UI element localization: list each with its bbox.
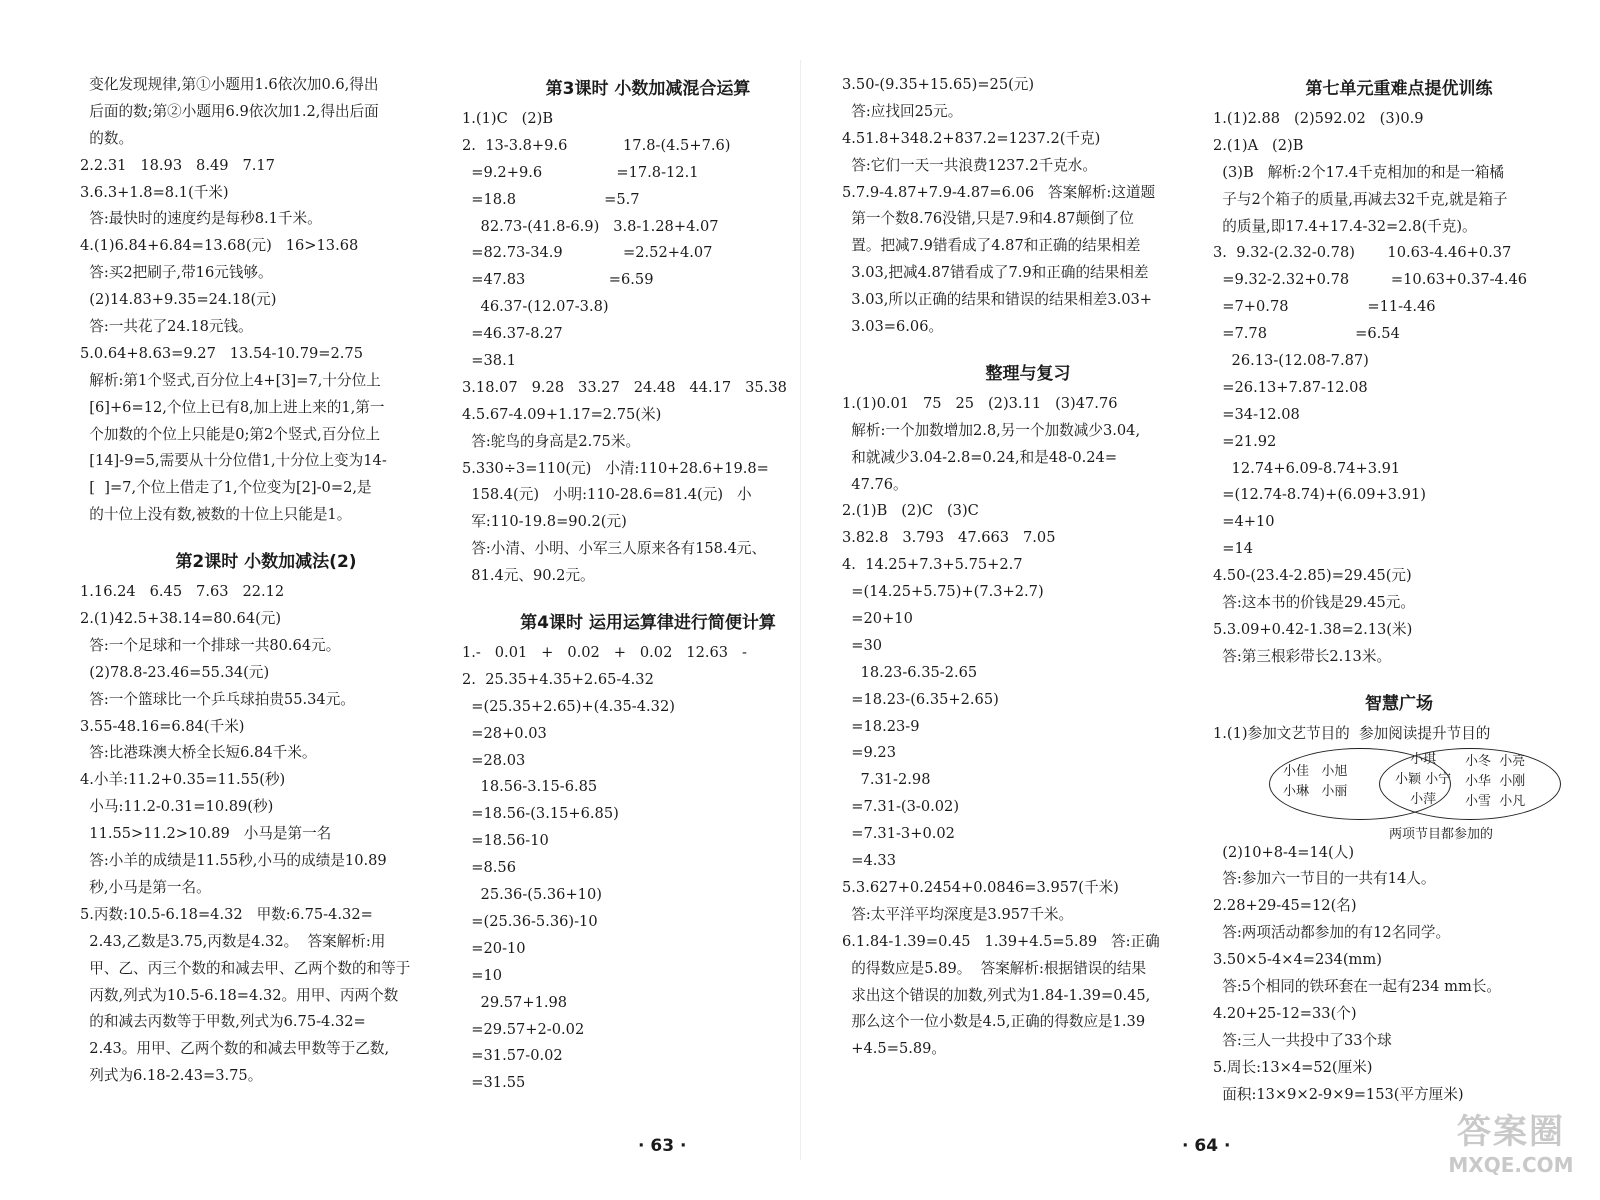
answer-line: 解析:第1个竖式,百分位上4+[3]=7,十分位上 <box>80 371 381 389</box>
answer-line: 3.03,所以正确的结果和错误的结果相差3.03+ <box>842 291 1153 309</box>
answer-line: =8.56 <box>462 859 516 877</box>
answer-line: 4.5.67-4.09+1.17=2.75(米) <box>462 405 662 423</box>
answer-line: =21.92 <box>1213 432 1277 450</box>
answer-line: 1.16.24 6.45 7.63 22.12 <box>80 583 285 601</box>
answer-line: 2.(1)B (2)C (3)C <box>842 502 979 520</box>
answer-line: 1.(1)C (2)B <box>462 110 554 127</box>
answer-line: +4.5=5.89。 <box>842 1040 947 1058</box>
answer-line: 2.43。用甲、乙两个数的和减去甲数等于乙数, <box>80 1040 390 1058</box>
answer-line: 答:鸵鸟的身高是2.75米。 <box>462 432 641 450</box>
answer-line: 81.4元、90.2元。 <box>462 567 595 585</box>
answer-line: (2)78.8-23.46=55.34(元) <box>80 663 270 681</box>
answer-line: =20-10 <box>462 939 526 957</box>
answer-line: 面积:13×9×2-9×9=153(平方厘米) <box>1213 1085 1464 1103</box>
answer-line: 子与2个箱子的质量,再减去32千克,就是箱子 <box>1213 190 1508 208</box>
section-heading: 第七单元重难点提优训练 <box>1305 79 1493 99</box>
section-heading: 第4课时 运用运算律进行简便计算 <box>520 613 776 634</box>
answer-line: 3.50-(9.35+15.65)=25(元) <box>842 76 1035 93</box>
answer-line: 4.51.8+348.2+837.2=1237.2(千克) <box>842 129 1101 147</box>
answer-line: 2.28+29-45=12(名) <box>1213 897 1357 915</box>
column-1 <box>80 72 452 1090</box>
answer-line: =(12.74-8.74)+(6.09+3.91) <box>1213 486 1426 504</box>
section-gap <box>1213 671 1585 687</box>
answer-line: 答:太平洋平均深度是3.957千米。 <box>842 905 1074 923</box>
section-gap <box>80 529 452 545</box>
answer-line: 秒,小马是第一名。 <box>80 878 211 896</box>
answer-line: =46.37-8.27 <box>462 325 563 343</box>
answer-line: 2. 13-3.8+9.6 17.8-(4.5+7.6) <box>462 136 731 154</box>
answer-line: =38.1 <box>462 352 516 370</box>
answer-line: 答:5个相同的铁环套在一起有234 mm长。 <box>1213 978 1501 996</box>
answer-line: 的十位上没有数,被数的十位上只能是1。 <box>80 506 352 524</box>
answer-line: 1.- 0.01 + 0.02 + 0.02 12.63 - <box>462 644 747 662</box>
answer-line: 答:买2把刷子,带16元钱够。 <box>80 264 273 282</box>
watermark-line1: 答案圈 <box>1457 1112 1565 1152</box>
answer-line: 1.(1)2.88 (2)592.02 (3)0.9 <box>1213 110 1424 127</box>
answer-line: =(14.25+5.75)+(7.3+2.7) <box>842 583 1044 601</box>
answer-line: 6.1.84-1.39=0.45 1.39+4.5=5.89 答:正确 <box>842 932 1160 950</box>
answer-line: 答:一个篮球比一个乒乓球拍贵55.34元。 <box>80 690 355 708</box>
answer-line: 5.周长:13×4=52(厘米) <box>1213 1058 1373 1076</box>
answer-line: 丙数,列式为10.5-6.18=4.32。用甲、丙两个数 <box>80 986 399 1004</box>
answer-line: 5.3.09+0.42-1.38=2.13(米) <box>1213 620 1413 638</box>
answer-line: 答:最快时的速度约是每秒8.1千米。 <box>80 210 322 228</box>
section-heading: 第3课时 小数加减混合运算 <box>545 79 751 99</box>
column-2 <box>462 72 834 1097</box>
answer-line: 82.73-(41.8-6.9) 3.8-1.28+4.07 <box>462 217 719 235</box>
answer-line: 答:小羊的成绩是11.55秒,小马的成绩是10.89 <box>80 852 387 870</box>
page-number-right: · 64 · <box>1182 1136 1231 1156</box>
answer-line: 的得数应是5.89。 答案解析:根据错误的结果 <box>842 959 1147 977</box>
answer-line: 4.(1)6.84+6.84=13.68(元) 16>13.68 <box>80 237 359 255</box>
answer-line: 5.330÷3=110(元) 小清:110+28.6+19.8= <box>462 459 769 477</box>
answer-line: =47.83 =6.59 <box>462 271 654 289</box>
answer-line: 4.50-(23.4-2.85)=29.45(元) <box>1213 567 1412 585</box>
answer-line: 小马:11.2-0.31=10.89(秒) <box>80 798 274 816</box>
column-3 <box>842 72 1214 1063</box>
answer-line: 26.13-(12.08-7.87) <box>1213 352 1369 370</box>
answer-line: =7.31-3+0.02 <box>842 825 955 843</box>
answer-line: 158.4(元) 小明:110-28.6=81.4(元) 小 <box>462 486 752 504</box>
answer-line: =18.23-9 <box>842 717 920 735</box>
answer-line: 军:110-19.8=90.2(元) <box>462 513 627 531</box>
answer-line: 46.37-(12.07-3.8) <box>462 298 609 316</box>
watermark-line2: MXQE.COM <box>1448 1153 1574 1177</box>
answer-line: 3. 9.32-(2.32-0.78) 10.63-4.46+0.37 <box>1213 244 1512 262</box>
page-number-left: · 63 · <box>638 1136 687 1156</box>
answer-line: =18.56-10 <box>462 832 549 850</box>
answer-line: 1.(1)0.01 75 25 (2)3.11 (3)47.76 <box>842 394 1118 412</box>
answer-line: 18.56-3.15-6.85 <box>462 778 598 796</box>
answer-line: =28+0.03 <box>462 724 547 742</box>
section-heading: 第2课时 小数加减法(2) <box>175 552 357 573</box>
answer-line: 11.55>11.2>10.89 小马是第一名 <box>80 825 332 843</box>
answer-line: =(25.36-5.36)-10 <box>462 912 598 930</box>
answer-line: 的质量,即17.4+17.4-32=2.8(千克)。 <box>1213 217 1477 235</box>
answer-line: 第一个数8.76没错,只是7.9和4.87颠倒了位 <box>842 210 1134 228</box>
answer-line: =28.03 <box>462 751 526 769</box>
answer-line: =31.55 <box>462 1074 526 1092</box>
answer-line: =31.57-0.02 <box>462 1047 563 1065</box>
column-4 <box>1213 72 1585 1109</box>
answer-line: 答:第三根彩带长2.13米。 <box>1213 647 1392 665</box>
watermark-logo <box>1436 1110 1586 1190</box>
answer-line: =18.56-(3.15+6.85) <box>462 805 619 823</box>
answer-line: 25.36-(5.36+10) <box>462 886 602 904</box>
answer-line: (3)B 解析:2个17.4千克相加的和是一箱橘 <box>1213 163 1505 181</box>
answer-line: 答:比港珠澳大桥全长短6.84千米。 <box>80 744 317 762</box>
answer-line: 答:两项活动都参加的有12名同学。 <box>1213 924 1451 942</box>
answer-line: [ ]=7,个位上借走了1,个位变为[2]-0=2,是 <box>80 479 372 497</box>
venn-diagram <box>1269 748 1569 842</box>
answer-line: 3.55-48.16=6.84(千米) <box>80 717 245 735</box>
answer-line: 3.50×5-4×4=234(mm) <box>1213 951 1382 969</box>
answer-line: =9.32-2.32+0.78 =10.63+0.37-4.46 <box>1213 271 1528 289</box>
answer-line: 答:它们一天一共浪费1237.2千克水。 <box>842 156 1097 174</box>
answer-line: 答:一共花了24.18元钱。 <box>80 318 253 336</box>
answer-line: 5.3.627+0.2454+0.0846=3.957(千米) <box>842 878 1119 896</box>
answer-line: 个加数的个位上只能是0;第2个竖式,百分位上 <box>80 425 381 443</box>
answer-line: 置。把减7.9错看成了4.87和正确的结果相差 <box>842 237 1141 255</box>
answer-line: =82.73-34.9 =2.52+4.07 <box>462 244 713 262</box>
answer-line: 2.2.31 18.93 8.49 7.17 <box>80 156 275 174</box>
answer-line: (2)10+8-4=14(人) <box>1213 843 1355 861</box>
answer-line: 列式为6.18-2.43=3.75。 <box>80 1067 263 1085</box>
answer-line: 2.43,乙数是3.75,丙数是4.32。 答案解析:用 <box>80 932 386 950</box>
answer-line: =9.2+9.6 =17.8-12.1 <box>462 163 699 181</box>
answer-line: 2.(1)A (2)B <box>1213 136 1304 154</box>
answer-line: 12.74+6.09-8.74+3.91 <box>1213 459 1401 477</box>
answer-line: =18.23-(6.35+2.65) <box>842 690 999 708</box>
answer-line: 变化发现规律,第①小题用1.6依次加0.6,得出 <box>80 76 379 93</box>
answer-line: 后面的数;第②小题用6.9依次加1.2,得出后面 <box>80 102 379 120</box>
answer-line: 3.03,把减4.87错看成了7.9和正确的结果相差 <box>842 264 1149 282</box>
answer-line: =(25.35+2.65)+(4.35-4.32) <box>462 697 675 715</box>
answer-line: 29.57+1.98 <box>462 993 568 1011</box>
answer-line: 答:三人一共投中了33个球 <box>1213 1031 1392 1049</box>
answer-line: 答:应找回25元。 <box>842 102 963 120</box>
answer-line: 4.小羊:11.2+0.35=11.55(秒) <box>80 771 286 789</box>
section-gap <box>842 341 1214 357</box>
answer-line: (2)14.83+9.35=24.18(元) <box>80 291 277 309</box>
answer-line: 4. 14.25+7.3+5.75+2.7 <box>842 556 1023 574</box>
answer-line: =4.33 <box>842 852 896 870</box>
answer-line: 答:一个足球和一个排球一共80.64元。 <box>80 636 341 654</box>
answer-line: =34-12.08 <box>1213 405 1300 423</box>
answer-line: 5.丙数:10.5-6.18=4.32 甲数:6.75-4.32= <box>80 905 373 923</box>
answer-line: 答:这本书的价钱是29.45元。 <box>1213 594 1415 612</box>
answer-line: =30 <box>842 636 883 654</box>
venn-middle-names: 小琪 小颖 小宁 小萍 <box>1395 751 1452 807</box>
answer-line: 2.(1)42.5+38.14=80.64(元) <box>80 610 282 628</box>
section-heading: 整理与复习 <box>985 363 1071 384</box>
answer-line: =7.31-(3-0.02) <box>842 798 960 816</box>
answer-line: [6]+6=12,个位上已有8,加上进上来的1,第一 <box>80 398 385 416</box>
answer-line: 的数。 <box>80 129 134 147</box>
answer-line: 3.18.07 9.28 33.27 24.48 44.17 35.38 <box>462 378 787 396</box>
venn-right-names: 小冬 小亮 小华 小刚 小雪 小凡 <box>1465 753 1526 809</box>
answer-line: 3.6.3+1.8=8.1(千米) <box>80 183 229 201</box>
answer-line: 47.76。 <box>842 475 908 493</box>
answer-line: 3.03=6.06。 <box>842 318 944 336</box>
answer-line: 4.20+25-12=33(个) <box>1213 1004 1357 1022</box>
answer-line: 1.(1)参加文艺节目的 参加阅读提升节目的 <box>1213 724 1491 742</box>
answer-line: 解析:一个加数增加2.8,另一个加数减少3.04, <box>842 421 1141 439</box>
answer-line: 2. 25.35+4.35+2.65-4.32 <box>462 670 654 688</box>
answer-line: =29.57+2-0.02 <box>462 1020 585 1038</box>
venn-left-names: 小佳 小旭 小琳 小丽 <box>1283 763 1348 799</box>
answer-line: 那么这个一位小数是4.5,正确的得数应是1.39 <box>842 1013 1146 1031</box>
answer-line: =14 <box>1213 540 1254 558</box>
answer-line: =7+0.78 =11-4.46 <box>1213 298 1436 316</box>
answer-line: 的和减去丙数等于甲数,列式为6.75-4.32= <box>80 1013 366 1031</box>
answer-line: 答:小清、小明、小军三人原来各有158.4元、 <box>462 540 767 558</box>
answer-line: =20+10 <box>842 610 913 628</box>
answer-line: 甲、乙、丙三个数的和减去甲、乙两个数的和等于 <box>80 959 411 977</box>
answer-line: 18.23-6.35-2.65 <box>842 663 978 681</box>
answer-line: =10 <box>462 966 503 984</box>
answer-line: 5.7.9-4.87+7.9-4.87=6.06 答案解析:这道题 <box>842 183 1156 201</box>
answer-line: =18.8 =5.7 <box>462 190 640 208</box>
answer-line: 3.82.8 3.793 47.663 7.05 <box>842 529 1056 547</box>
answer-line: 和就减少3.04-2.8=0.24,和是48-0.24= <box>842 448 1118 466</box>
answer-line: [14]-9=5,需要从十分位借1,十分位上变为14- <box>80 452 387 470</box>
venn-caption: 两项节目都参加的 <box>1389 826 1494 842</box>
answer-line: =9.23 <box>842 744 896 762</box>
section-heading: 智慧广场 <box>1365 693 1433 714</box>
section-gap <box>462 590 834 606</box>
answer-line: 答:参加六一节目的一共有14人。 <box>1213 870 1436 888</box>
answer-line: =4+10 <box>1213 513 1275 531</box>
answer-line: =26.13+7.87-12.08 <box>1213 378 1368 396</box>
answer-line: 7.31-2.98 <box>842 771 931 789</box>
answer-line: 5.0.64+8.63=9.27 13.54-10.79=2.75 <box>80 344 363 362</box>
answer-line: 求出这个错误的加数,列式为1.84-1.39=0.45, <box>842 986 1151 1004</box>
answer-line: =7.78 =6.54 <box>1213 325 1400 343</box>
